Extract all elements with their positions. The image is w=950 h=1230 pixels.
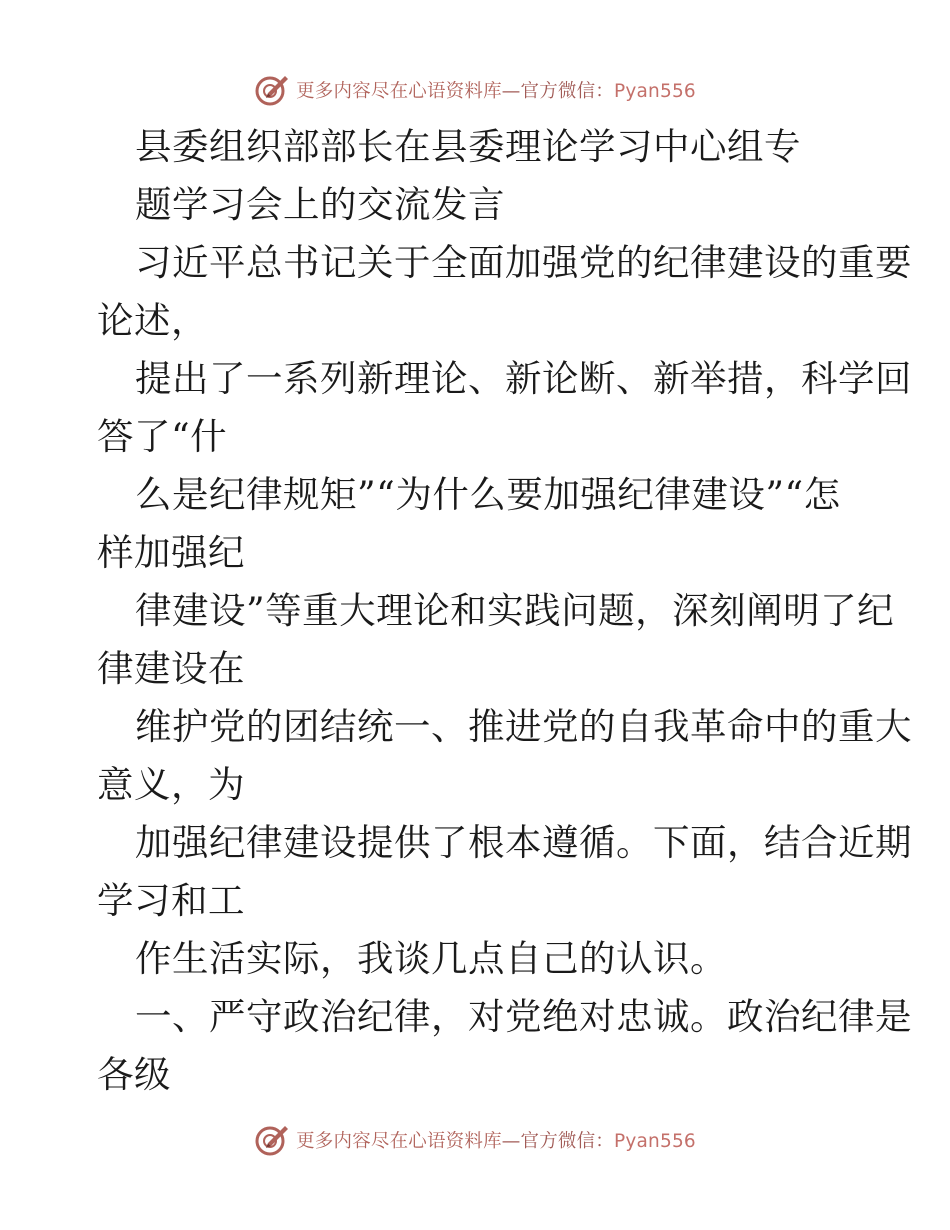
doc-text-line: 维护党的团结统一、推进党的自我革命中的重大	[135, 705, 912, 748]
watermark-site-text: 更多内容尽在心语资料库	[296, 1131, 502, 1152]
doc-text-line: 律建设在	[97, 647, 245, 690]
doc-text-line: 律建设”等重大理论和实践问题，深刻阐明了纪	[135, 589, 895, 632]
watermark-wechat-id: Pyan556	[614, 1131, 696, 1152]
doc-text-line: 提出了一系列新理论、新论断、新举措，科学回	[135, 357, 912, 400]
watermark-separator: —	[501, 81, 521, 102]
doc-title-line-1: 县委组织部部长在县委理论学习中心组专	[135, 125, 801, 168]
doc-text-line: 答了“什	[97, 415, 228, 458]
watermark-text	[296, 1127, 696, 1153]
watermark-wechat-label: 官方微信：	[520, 81, 615, 102]
doc-text-line: 样加强纪	[97, 531, 245, 574]
watermark-wechat-label: 官方微信：	[520, 1131, 615, 1152]
doc-text-line: 习近平总书记关于全面加强党的纪律建设的重要	[135, 241, 912, 284]
watermark-separator: —	[501, 1131, 521, 1152]
watermark-text	[296, 77, 696, 103]
doc-text-line: 学习和工	[97, 879, 245, 922]
pen-logo-icon	[254, 1122, 290, 1158]
doc-text-line: 作生活实际，我谈几点自己的认识。	[135, 937, 727, 980]
doc-text-line: 各级	[97, 1053, 171, 1096]
pen-logo-icon	[254, 72, 290, 108]
watermark-wechat-id: Pyan556	[614, 81, 696, 102]
doc-text-line: 么是纪律规矩”“为什么要加强纪律建设”“怎	[135, 473, 841, 516]
footer-watermark	[0, 1120, 950, 1160]
watermark-site-text: 更多内容尽在心语资料库	[296, 81, 502, 102]
doc-text-line: 意义，为	[97, 763, 245, 806]
doc-text-line: 论述，	[97, 299, 208, 342]
doc-title-line-2: 题学习会上的交流发言	[135, 183, 505, 226]
header-watermark	[0, 70, 950, 110]
doc-text-line: 加强纪律建设提供了根本遵循。下面，结合近期	[135, 821, 912, 864]
doc-text-line: 一、严守政治纪律，对党绝对忠诚。政治纪律是	[135, 995, 912, 1038]
